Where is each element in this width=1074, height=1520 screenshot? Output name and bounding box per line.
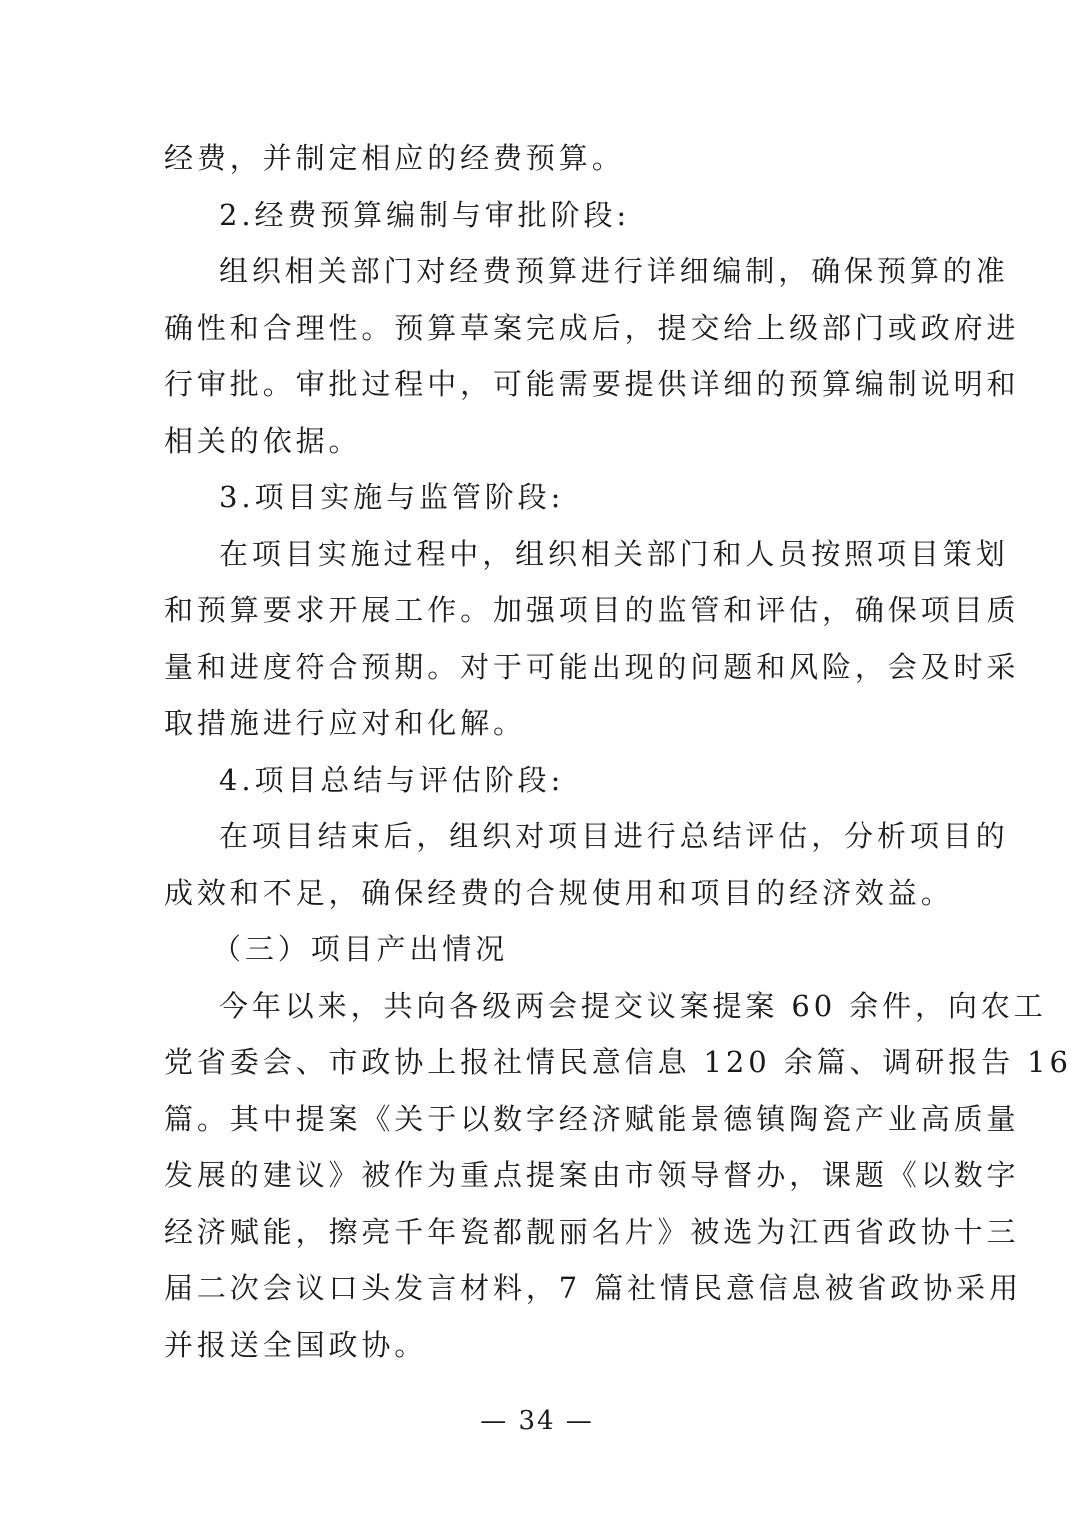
paragraph-line: 和预算要求开展工作。加强项目的监管和评估，确保项目质 [164,593,1020,627]
section-heading-budget-approval: 2.经费预算编制与审批阶段: [219,198,631,232]
paragraph-line: 经济赋能，擦亮千年瓷都靓丽名片》被选为江西省政协十三 [164,1215,1020,1249]
paragraph-line: 发展的建议》被作为重点提案由市领导督办，课题《以数字 [164,1158,1020,1192]
paragraph-line: 组织相关部门对经费预算进行详细编制，确保预算的准 [219,254,1009,288]
paragraph-line: 行审批。审批过程中，可能需要提供详细的预算编制说明和 [164,367,1020,401]
paragraph-line: 今年以来，共向各级两会提交议案提案 60 余件，向农工 [219,989,1047,1023]
paragraph-line: 篇。其中提案《关于以数字经济赋能景德镇陶瓷产业高质量 [164,1102,1020,1136]
page-number: — 34 — [480,1406,594,1436]
paragraph-line: 党省委会、市政协上报社情民意信息 120 余篇、调研报告 16 [164,1045,1072,1079]
paragraph-line: 在项目实施过程中，组织相关部门和人员按照项目策划 [219,537,1009,571]
section-heading-summary: 4.项目总结与评估阶段: [219,763,565,797]
section-heading-output: （三）项目产出情况 [212,932,509,966]
paragraph-line: 在项目结束后，组织对项目进行总结评估，分析项目的 [219,819,1009,853]
paragraph-line: 成效和不足，确保经费的合规使用和项目的经济效益。 [164,876,954,910]
paragraph-line: 取措施进行应对和化解。 [164,706,526,740]
paragraph-line: 经费，并制定相应的经费预算。 [164,141,625,175]
paragraph-line: 并报送全国政协。 [164,1328,428,1362]
paragraph-line: 相关的依据。 [164,424,362,458]
paragraph-line: 量和进度符合预期。对于可能出现的问题和风险，会及时采 [164,650,1020,684]
paragraph-line: 届二次会议口头发言材料，7 篇社情民意信息被省政协采用 [164,1271,1022,1305]
paragraph-line: 确性和合理性。预算草案完成后，提交给上级部门或政府进 [164,311,1020,345]
section-heading-implementation: 3.项目实施与监管阶段: [219,480,565,514]
